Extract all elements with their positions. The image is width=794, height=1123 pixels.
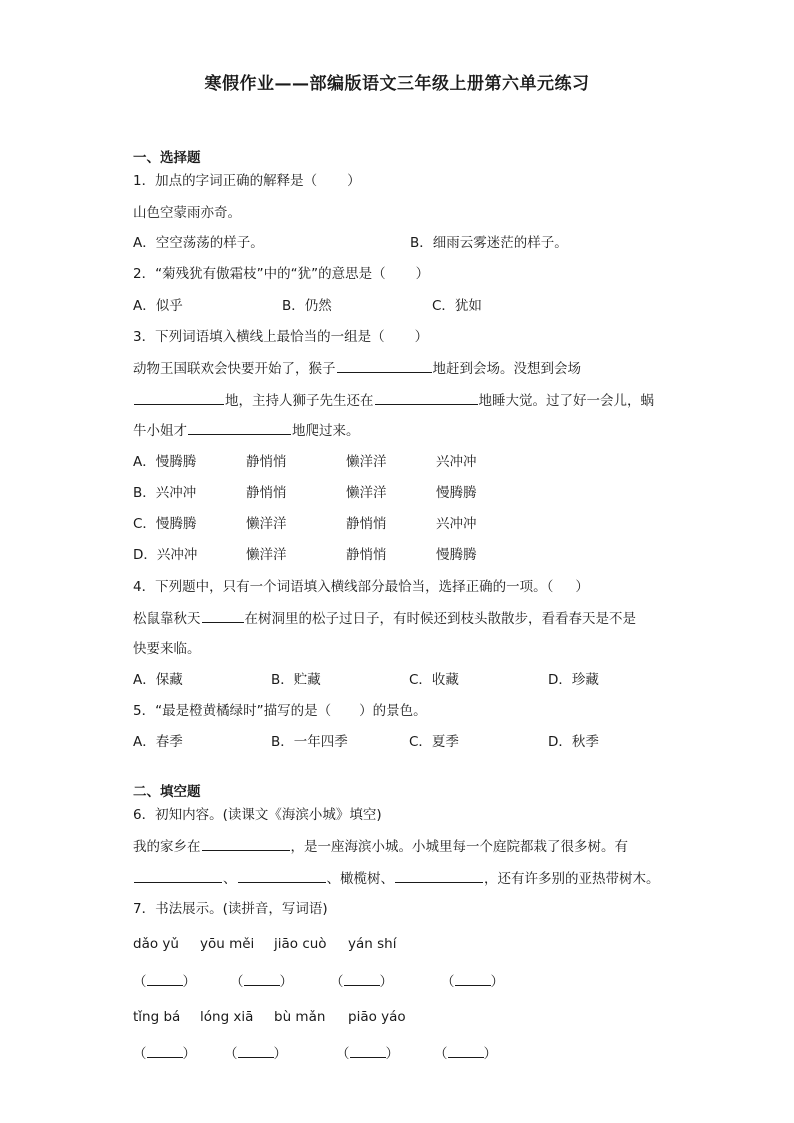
question-2-option-a[interactable]: A．似乎 bbox=[133, 298, 183, 314]
question-5-option-d[interactable]: D．秋季 bbox=[548, 734, 599, 750]
question-1-option-a[interactable]: A．空空荡荡的样子。 bbox=[133, 235, 264, 251]
option-word: 懒洋洋 bbox=[346, 454, 387, 470]
option-word: 懒洋洋 bbox=[346, 485, 387, 501]
option-word: 兴冲冲 bbox=[436, 516, 477, 532]
question-4-stem-pre: 4．下列题中，只有一个词语填入横线部分最恰当，选择正确的一项。（ bbox=[133, 579, 554, 595]
question-1-stem-post: ） bbox=[347, 173, 361, 189]
passage-text: 地，主持人狮子先生还在 bbox=[225, 393, 374, 409]
question-3-option-d[interactable]: D．兴冲冲 bbox=[133, 547, 198, 563]
question-3-stem bbox=[133, 327, 428, 347]
page-title: 寒假作业——部编版语文三年级上册第六单元练习 bbox=[204, 74, 590, 94]
question-3-passage-line-2 bbox=[133, 390, 654, 411]
question-4-stem-post: ） bbox=[575, 579, 589, 595]
question-1-sentence: 山色空蒙雨亦奇。 bbox=[133, 205, 241, 221]
pinyin-word: yōu měi bbox=[200, 936, 255, 952]
question-5-stem-post: ）的景色。 bbox=[359, 703, 427, 719]
answer-box[interactable] bbox=[133, 1044, 196, 1064]
question-4-option-b[interactable]: B．贮藏 bbox=[271, 672, 321, 688]
paren-close: ） bbox=[273, 1046, 287, 1062]
question-4-option-d[interactable]: D．珍藏 bbox=[548, 672, 599, 688]
answer-underline[interactable] bbox=[147, 973, 183, 986]
passage-text: 我的家乡在 bbox=[133, 839, 201, 855]
answer-underline[interactable] bbox=[147, 1045, 183, 1058]
pinyin-word: dǎo yǔ bbox=[133, 936, 179, 952]
option-word: 慢腾腾 bbox=[436, 547, 477, 563]
question-5-option-b[interactable]: B．一年四季 bbox=[271, 734, 348, 750]
fill-blank[interactable] bbox=[134, 868, 222, 883]
option-word: 兴冲冲 bbox=[436, 454, 477, 470]
pinyin-word: tǐng bá bbox=[133, 1009, 181, 1025]
question-2-option-b[interactable]: B．仍然 bbox=[282, 298, 332, 314]
passage-text: 地赶到会场。没想到会场 bbox=[432, 361, 581, 377]
passage-text: ，是一座海滨小城。小城里每一个庭院都栽了很多树。有 bbox=[290, 839, 628, 855]
answer-underline[interactable] bbox=[244, 973, 280, 986]
question-1-option-b[interactable]: B．细雨云雾迷茫的样子。 bbox=[410, 235, 568, 251]
answer-box[interactable] bbox=[224, 1044, 287, 1064]
question-2-stem bbox=[133, 264, 429, 284]
option-word: 懒洋洋 bbox=[246, 547, 287, 563]
paren-close: ） bbox=[483, 1046, 497, 1062]
paren-open: （ bbox=[224, 1046, 238, 1062]
question-5-stem bbox=[133, 701, 427, 721]
question-6-stem: 6．初知内容。(读课文《海滨小城》填空) bbox=[133, 807, 382, 823]
question-5-option-a[interactable]: A．春季 bbox=[133, 734, 183, 750]
question-2-stem-pre: 2．“菊残犹有傲霜枝”中的“犹”的意思是（ bbox=[133, 266, 386, 282]
fill-blank[interactable] bbox=[134, 390, 224, 405]
answer-underline[interactable] bbox=[350, 1045, 386, 1058]
pinyin-word: piāo yáo bbox=[348, 1009, 406, 1025]
question-6-line-2 bbox=[133, 868, 660, 889]
paren-close: ） bbox=[385, 1046, 399, 1062]
answer-box[interactable] bbox=[434, 1044, 497, 1064]
fill-blank[interactable] bbox=[375, 390, 478, 405]
fill-blank[interactable] bbox=[238, 868, 326, 883]
answer-underline[interactable] bbox=[344, 973, 380, 986]
fill-blank[interactable] bbox=[337, 358, 432, 373]
passage-text: 地睡大觉。过了好一会儿，蜗 bbox=[478, 393, 654, 409]
question-4-sentence-line-2: 快要来临。 bbox=[133, 641, 201, 657]
paren-open: （ bbox=[230, 974, 244, 990]
question-5-option-c[interactable]: C．夏季 bbox=[409, 734, 459, 750]
passage-text: 、 bbox=[223, 871, 237, 887]
pinyin-word: bù mǎn bbox=[274, 1009, 326, 1025]
paren-open: （ bbox=[441, 974, 455, 990]
question-4-option-c[interactable]: C．收藏 bbox=[409, 672, 459, 688]
option-word: 静悄悄 bbox=[346, 547, 387, 563]
question-3-option-b[interactable]: B．兴冲冲 bbox=[133, 485, 197, 501]
question-3-option-c[interactable]: C．慢腾腾 bbox=[133, 516, 197, 532]
passage-text: ，还有许多别的亚热带树木。 bbox=[484, 871, 660, 887]
question-3-stem-post: ） bbox=[414, 329, 429, 345]
fill-blank[interactable] bbox=[202, 608, 244, 623]
passage-text: 地爬过来。 bbox=[292, 423, 360, 439]
sentence-text: 在树洞里的松子过日子，有时候还到枝头散散步，看看春天是不是 bbox=[244, 611, 636, 627]
question-5-stem-pre: 5．“最是橙黄橘绿时”描写的是（ bbox=[133, 703, 332, 719]
question-3-passage-line-3 bbox=[133, 420, 360, 441]
question-4-option-a[interactable]: A．保藏 bbox=[133, 672, 183, 688]
paren-open: （ bbox=[336, 1046, 350, 1062]
question-1-stem-pre: 1．加点的字词正确的解释是（ bbox=[133, 173, 318, 189]
paren-open: （ bbox=[434, 1046, 448, 1062]
option-word: 静悄悄 bbox=[246, 485, 287, 501]
pinyin-word: jiāo cuò bbox=[274, 936, 327, 952]
answer-box[interactable] bbox=[330, 972, 393, 992]
question-3-passage-line-1 bbox=[133, 358, 581, 379]
answer-underline[interactable] bbox=[238, 1045, 274, 1058]
paren-close: ） bbox=[379, 974, 393, 990]
passage-text: 、橄榄树、 bbox=[326, 871, 394, 887]
option-word: 静悄悄 bbox=[346, 516, 387, 532]
question-4-stem bbox=[133, 577, 589, 597]
question-6-line-1 bbox=[133, 836, 628, 857]
answer-box[interactable] bbox=[441, 972, 504, 992]
question-7-stem: 7．书法展示。(读拼音，写词语) bbox=[133, 901, 328, 917]
section-heading-choice: 一、选择题 bbox=[133, 150, 201, 166]
answer-box[interactable] bbox=[230, 972, 293, 992]
paren-open: （ bbox=[133, 1046, 147, 1062]
answer-box[interactable] bbox=[133, 972, 196, 992]
question-2-stem-post: ） bbox=[415, 266, 430, 282]
section-heading-fill: 二、填空题 bbox=[133, 784, 201, 800]
passage-text: 动物王国联欢会快要开始了，猴子 bbox=[133, 361, 336, 377]
option-word: 慢腾腾 bbox=[436, 485, 477, 501]
question-3-option-a[interactable]: A．慢腾腾 bbox=[133, 454, 197, 470]
paren-open: （ bbox=[330, 974, 344, 990]
passage-text: 牛小姐才 bbox=[133, 423, 187, 439]
paren-close: ） bbox=[490, 974, 504, 990]
option-word: 静悄悄 bbox=[246, 454, 287, 470]
pinyin-word: lóng xiā bbox=[200, 1009, 254, 1025]
pinyin-word: yán shí bbox=[348, 936, 397, 952]
question-4-sentence-line-1 bbox=[133, 608, 636, 629]
question-2-option-c[interactable]: C．犹如 bbox=[432, 298, 482, 314]
question-1-stem bbox=[133, 171, 361, 191]
paren-close: ） bbox=[182, 1046, 196, 1062]
answer-underline[interactable] bbox=[455, 973, 491, 986]
paren-close: ） bbox=[279, 974, 293, 990]
fill-blank[interactable] bbox=[395, 868, 483, 883]
option-word: 懒洋洋 bbox=[246, 516, 287, 532]
question-3-stem-pre: 3．下列词语填入横线上最恰当的一组是（ bbox=[133, 329, 385, 345]
paren-open: （ bbox=[133, 974, 147, 990]
answer-box[interactable] bbox=[336, 1044, 399, 1064]
sentence-text: 松鼠靠秋天 bbox=[133, 611, 201, 627]
answer-underline[interactable] bbox=[448, 1045, 484, 1058]
fill-blank[interactable] bbox=[202, 836, 290, 851]
paren-close: ） bbox=[182, 974, 196, 990]
fill-blank[interactable] bbox=[188, 420, 291, 435]
